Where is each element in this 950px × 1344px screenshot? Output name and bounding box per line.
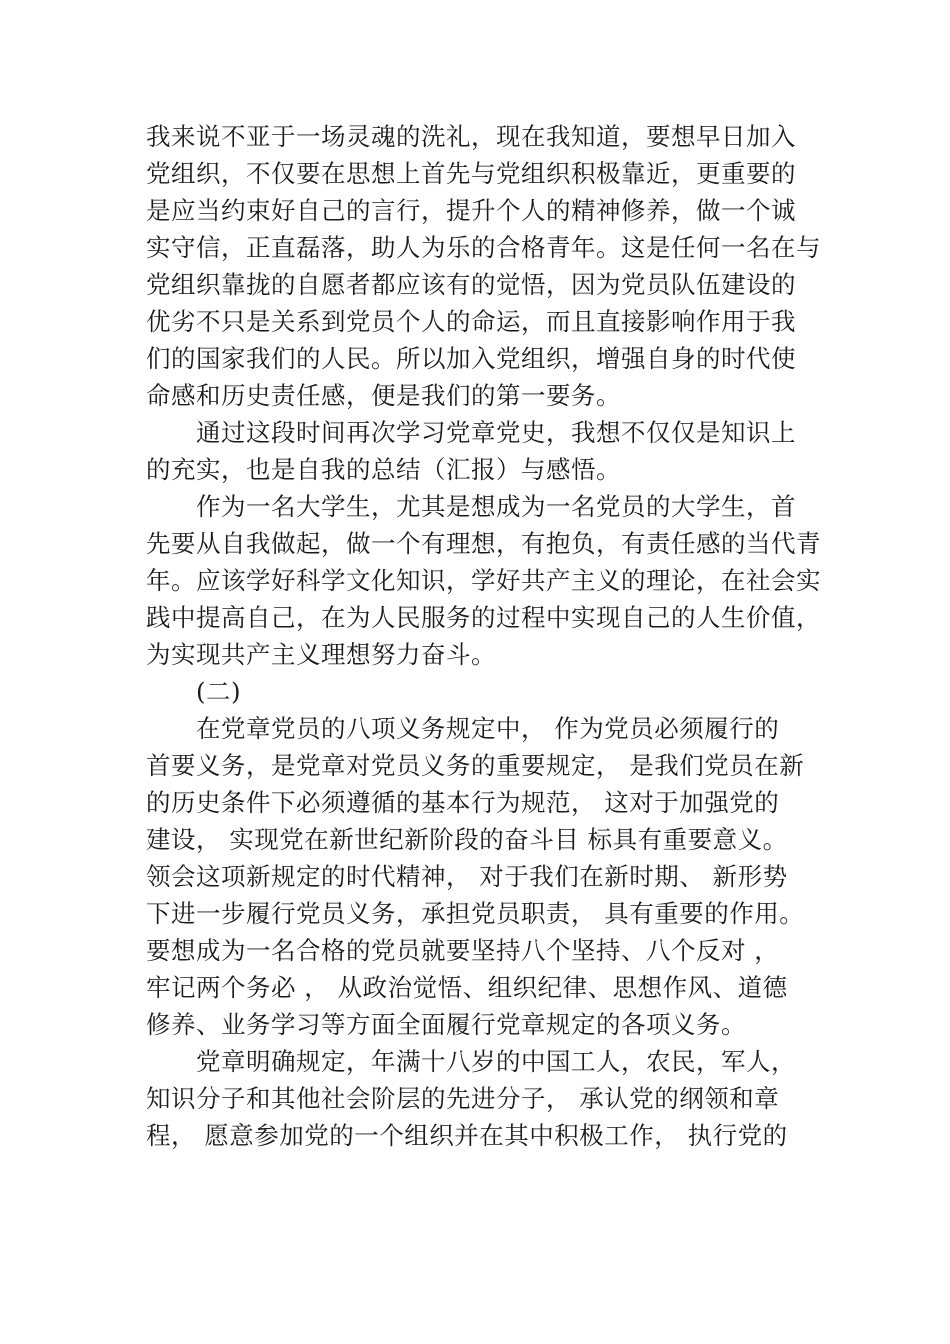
- text-line: 在党章党员的八项义务规定中， 作为党员必须履行的: [196, 714, 780, 743]
- text-line: 党组织靠拢的自愿者都应该有的觉悟，因为党员队伍建设的: [146, 270, 796, 299]
- text-line: 作为一名大学生，尤其是想成为一名党员的大学生，首: [196, 492, 796, 521]
- text-line: 知识分子和其他社会阶层的先进分子， 承认党的纲领和章: [146, 1084, 780, 1113]
- text-line: 修养、业务学习等方面全面履行党章规定的各项义务。: [146, 1010, 746, 1039]
- text-line: 的充实，也是自我的总结（汇报）与感悟。: [146, 455, 621, 484]
- text-line: 要想成为一名合格的党员就要坚持八个坚持、八个反对 ，: [146, 936, 780, 965]
- text-line: 是应当约束好自己的言行，提升个人的精神修养，做一个诚: [146, 196, 796, 225]
- document-body: [146, 118, 821, 1154]
- text-line: 首要义务，是党章对党员义务的重要规定， 是我们党员在新: [146, 751, 805, 780]
- text-line: 实守信，正直磊落，助人为乐的合格青年。这是任何一名在与: [146, 233, 821, 262]
- text-line: 命感和历史责任感，便是我们的第一要务。: [146, 381, 621, 410]
- text-line: (二): [196, 677, 242, 706]
- text-line: 的历史条件下必须遵循的基本行为规范， 这对于加强党的: [146, 788, 780, 817]
- text-line: 们的国家我们的人民。所以加入党组织，增强自身的时代使: [146, 344, 796, 373]
- text-line: 党组织，不仅要在思想上首先与党组织积极靠近，更重要的: [146, 159, 796, 188]
- text-line: 我来说不亚于一场灵魂的洗礼，现在我知道，要想早日加入: [146, 122, 796, 151]
- text-line: 年。应该学好科学文化知识，学好共产主义的理论，在社会实: [146, 566, 821, 595]
- text-line: 为实现共产主义理想努力奋斗。: [146, 640, 496, 669]
- text-line: 领会这项新规定的时代精神， 对于我们在新时期、 新形势: [146, 862, 788, 891]
- text-line: 先要从自我做起，做一个有理想，有抱负，有责任感的当代青: [146, 529, 821, 558]
- text-line: 党章明确规定，年满十八岁的中国工人，农民，军人，: [196, 1047, 796, 1076]
- text-line: 建设， 实现党在新世纪新阶段的奋斗目 标具有重要意义。: [146, 825, 788, 854]
- text-line: 下进一步履行党员义务，承担党员职责， 具有重要的作用。: [146, 899, 805, 928]
- text-line: 牢记两个务必 ， 从政治觉悟、组织纪律、思想作风、道德: [146, 973, 788, 1002]
- text-line: 通过这段时间再次学习党章党史，我想不仅仅是知识上: [196, 418, 796, 447]
- text-line: 程， 愿意参加党的一个组织并在其中积极工作， 执行党的: [146, 1121, 788, 1150]
- text-line: 践中提高自己，在为人民服务的过程中实现自己的人生价值，: [146, 603, 821, 632]
- text-line: 优劣不只是关系到党员个人的命运，而且直接影响作用于我: [146, 307, 796, 336]
